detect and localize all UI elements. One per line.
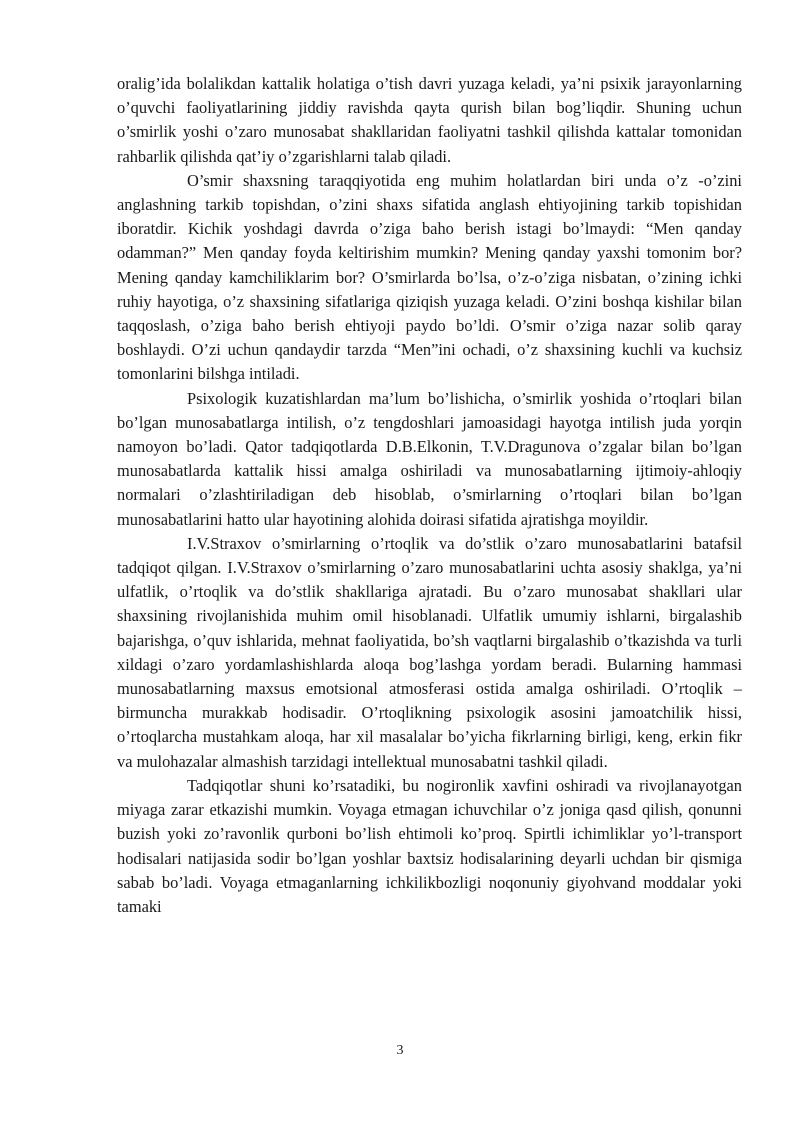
paragraph-self-awareness: O’smir shaxsning taraqqiyotida eng muhim holatlardan biri unda o’z -o’zini anglashning tarkib topishdan, o’zini shaxs sifatida anglash ehtiyojining tarkib topishidan iboratdir. Kichik yoshdagi davrda o’ziga baho berish istagi bo’lmaydi: “Men qanday odamman?” Men qanday foyda keltirishim mumkin? Mening qanday yaxshi tomonim bor? Mening qanday kamchiliklarim bor? O’smirlarda bo’lsa, o’z-o’ziga nisbatan, o’zining ichki ruhiy hayotiga, o’z shaxsining sifatlariga qiziqish yuzaga keladi. O’zini boshqa kishilar bilan taqqoslash, o’ziga baho berish ehtiyoji paydo bo’ldi. O’smir o’ziga nazar solib qaray boshlaydi. O’zi uchun qandaydir tarzda “Men”ini ochadi, o’z shaxsining kuchli va kuchsiz tomonlarini bilshga intiladi.: [117, 170, 742, 384]
paragraph-peer-relations: Psixologik kuzatishlardan ma’lum bo’lishicha, o’smirlik yoshida o’rtoqlari bilan bo’lgan munosabatlarga intilish, o’z tengdoshlari jamoasidagi hayotga intilish juda yorqin namoyon bo’ladi. Qator tadqiqotlarda D.B.Elkonin, T.V.Dragunova o’zgalar bilan bo’lgan munosabatlarda kattalik hissi amalga oshiriladi va munosabatlarning ijtimoiy-ahloqiy normalari o’zlashtiriladigan deb hisoblab, o’smirlarning o’rtoqlari bilan bo’lgan munosabatlarini hatto ular hayotining alohida doirasi sifatida ajratishga moyildir.: [117, 388, 742, 529]
paragraph-continued: oralig’ida bolalikdan kattalik holatiga o’tish davri yuzaga keladi, ya’ni psixik jarayonlarning o’quvchi faoliyatlarining jiddiy ravishda qayta qurish bilan bog’liqdir. Shuning uchun o’smirlik yoshi o’zaro munosabat shakllaridan faoliyatni tashkil qilishda kattalar tomonidan rahbarlik qilishda qat’iy o’zgarishlarni talab qiladi.: [117, 74, 742, 166]
paragraph-straxov-research: I.V.Straxov o’smirlarning o’rtoqlik va do’stlik o’zaro munosabatlarini batafsil tadqiqot qilgan. I.V.Straxov o’smirlarning o’zaro munosabatlarini uchta asosiy shaklga, ya’ni ulfatlik, o’rtoqlik va do’stlik shakllariga ajratadi. Bu o’zaro munosabat shakllari ular shaxsining rivojlanishida muhim omil hisoblanadi. Ulfatlik umumiy ishlarni, birgalashib bajarishga, o’quv ishlarida, mehnat faoliyatida, bo’sh vaqtlarni birgalashib o’tkazishda va turli xildagi o’zaro yordamlashishlarda aloqa bog’lashga yordam beradi. Bularning hammasi munosabatlarning maxsus emotsional atmosferasi ostida amalga oshiriladi. O’rtoqlik – birmuncha murakkab hodisadir. O’rtoqlikning psixologik asosini jamoatchilik hissi, o’rtoqlarcha mustahkam aloqa, har xil masalalar bo’yicha fikrlarning birligi, keng, erkin fikr va mulohazalar almashish tarzidagi intellektual munosabatni tashkil qiladi.: [117, 533, 742, 771]
document-body: [117, 72, 742, 919]
paragraph-alcohol-risks: Tadqiqotlar shuni ko’rsatadiki, bu nogironlik xavfini oshiradi va rivojlanayotgan miyaga zarar etkazishi mumkin. Voyaga etmagan ichuvchilar o’z joniga qasd qilish, qonunni buzish yoki zo’ravonlik qurboni bo’lish ehtimoli ko’proq. Spirtli ichimliklar yo’l-transport hodisalari natijasida sodir bo’lgan yoshlar baxtsiz hodisalarining deyarli uchdan bir qismiga sabab bo’ladi. Voyaga etmaganlarning ichkilikbozligi noqonuniy giyohvand moddalar yoki tamaki: [117, 775, 742, 916]
page-number: 3: [396, 1043, 404, 1058]
